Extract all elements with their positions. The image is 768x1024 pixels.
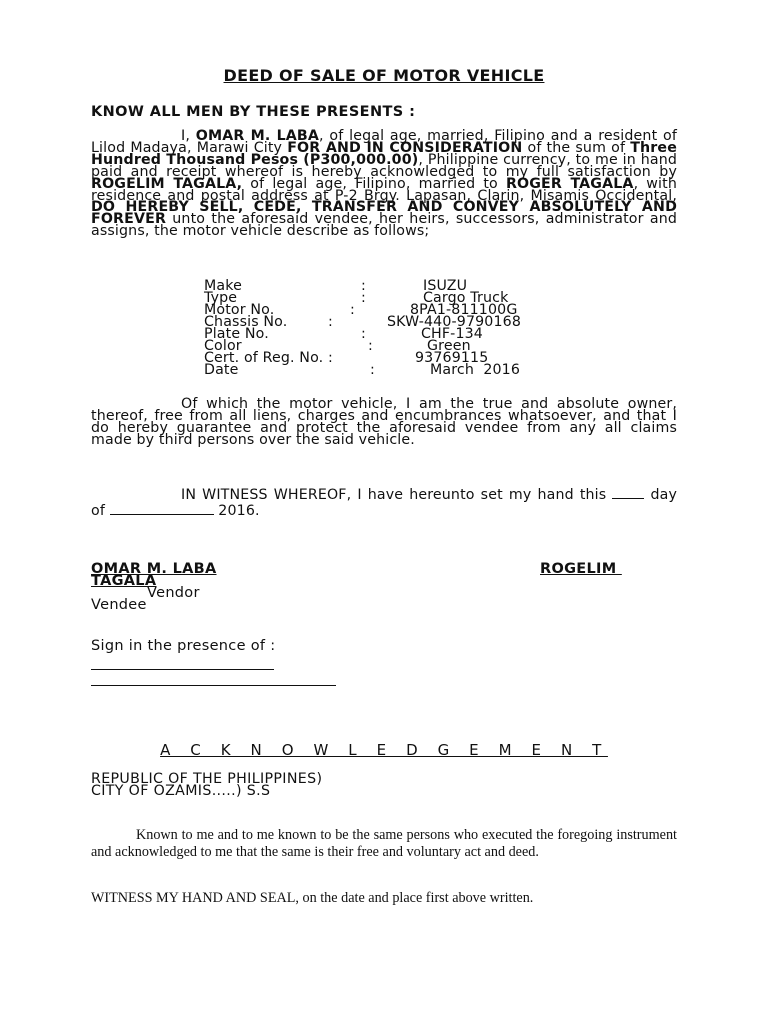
for-consideration: FOR AND IN CONSIDERATION: [287, 139, 523, 156]
spec-value-type: Cargo Truck: [423, 290, 509, 306]
spec-colon: :: [361, 326, 366, 342]
document-title: DEED OF SALE OF MOTOR VEHICLE: [223, 66, 545, 85]
spec-value-chassis: SKW-440-9790168: [387, 314, 522, 330]
vendor-role: Vendor: [147, 585, 200, 601]
spec-value-motor: 8PA1-811100G: [410, 302, 518, 318]
witness-signature-line-1[interactable]: [91, 669, 274, 670]
sale-text-6: , with residence and postal address at P-2 Brgy. Lapasan, Clarin, Misamis Occidental,: [91, 175, 677, 204]
conveyance-clause: DO HEREBY SELL, CEDE, TRANSFER AND CONVEY ABSOLUTELY AND FOREVER: [91, 199, 677, 228]
sale-text-1: I,: [181, 128, 196, 144]
sale-text-7: unto the aforesaid vendee, her heirs, successors, administrator and assigns, the motor vehicle describe as follows;: [91, 211, 677, 240]
witness-text-3: 2016.: [213, 502, 260, 519]
witness-signature-line-2[interactable]: [91, 685, 336, 686]
vendee-name: ROGELIM TAGALA,: [91, 175, 243, 192]
sale-text-4: , Philippine currency, to me in hand paid and receipt whereof is hereby acknowledged to my full satisfaction by: [91, 151, 678, 180]
republic-line: REPUBLIC OF THE PHILIPPINES): [91, 771, 323, 787]
spec-label: Make: [204, 278, 242, 294]
know-all-men-heading: KNOW ALL MEN BY THESE PRESENTS :: [91, 104, 416, 120]
vehicle-spec-list: [204, 280, 604, 376]
acknowledgement-body: [91, 827, 677, 861]
vendee-signature-name-part2: TAGALA: [91, 573, 157, 589]
witness-text-1: IN WITNESS WHEREOF, I have hereunto set my hand this: [181, 487, 613, 503]
city-line: CITY OF OZAMIS.....) S.S: [91, 783, 271, 799]
spec-value-plate: CHF-134: [421, 326, 483, 342]
spec-colon: :: [361, 290, 366, 306]
spec-colon: :: [370, 362, 375, 378]
sale-amount: Three Hundred Thousand Pesos (P300,000.00): [91, 139, 677, 168]
spec-label: Plate No.: [204, 326, 269, 342]
spouse-name: ROGER TAGALA: [505, 175, 634, 192]
spec-label: Cert. of Reg. No. :: [204, 350, 333, 366]
spec-label: Chassis No.: [204, 314, 288, 330]
spec-label: Date: [204, 362, 239, 378]
vendee-role: Vendee: [91, 597, 147, 613]
witness-text-2: day of: [91, 487, 677, 519]
spec-label: Color: [204, 338, 242, 354]
spec-value-cert: 93769115: [415, 350, 489, 366]
spec-colon: :: [361, 278, 366, 294]
month-blank[interactable]: [110, 502, 214, 515]
spec-row-make: [204, 280, 604, 292]
spec-label: Type: [204, 290, 238, 306]
acknowledgement-body-text: Known to me and to me known to be the same persons who executed the foregoing instrument and acknowledged to me that the same is their free and voluntary act and deed.: [91, 827, 677, 860]
sign-presence-label: Sign in the presence of :: [91, 638, 276, 654]
ownership-text: Of which the motor vehicle, I am the true and absolute owner, thereof, free from all liens, charges and encumbrances whatsoever, and that I do hereby guarantee and protect the aforesaid vendee from any all claims made by third persons over the said vehicle.: [91, 396, 677, 448]
ownership-paragraph: [91, 396, 677, 448]
spec-colon: :: [368, 338, 373, 354]
spec-value-date: March 2016: [430, 362, 521, 378]
vendor-name: OMAR M. LABA: [195, 128, 319, 144]
sale-text-2: , of legal age, married, Filipino and a resident of Lilod Madaya, Marawi City: [91, 128, 677, 156]
acknowledgement-heading: A C K N O W L E D G E M E N T: [160, 741, 608, 759]
witness-hand-seal: WITNESS MY HAND AND SEAL, on the date and place first above written.: [91, 890, 534, 906]
sale-text-3: of the sum of: [522, 139, 631, 156]
spec-row-cert: [204, 352, 604, 364]
spec-value-color: Green: [427, 338, 471, 354]
spec-row-date: [204, 364, 604, 376]
witness-paragraph: [91, 486, 677, 518]
sale-text-5: of legal age, Filipino, married to: [242, 175, 506, 192]
spec-value-make: ISUZU: [423, 278, 468, 294]
vendor-signature-name: OMAR M. LABA: [91, 561, 217, 577]
day-blank[interactable]: [612, 486, 644, 499]
spec-row-plate: [204, 328, 604, 340]
sale-paragraph: [91, 128, 678, 240]
vendee-signature-name-part1: ROGELIM: [540, 561, 622, 577]
spec-colon: :: [350, 302, 355, 318]
spec-label: Motor No.: [204, 302, 275, 318]
spec-colon: :: [328, 314, 333, 330]
